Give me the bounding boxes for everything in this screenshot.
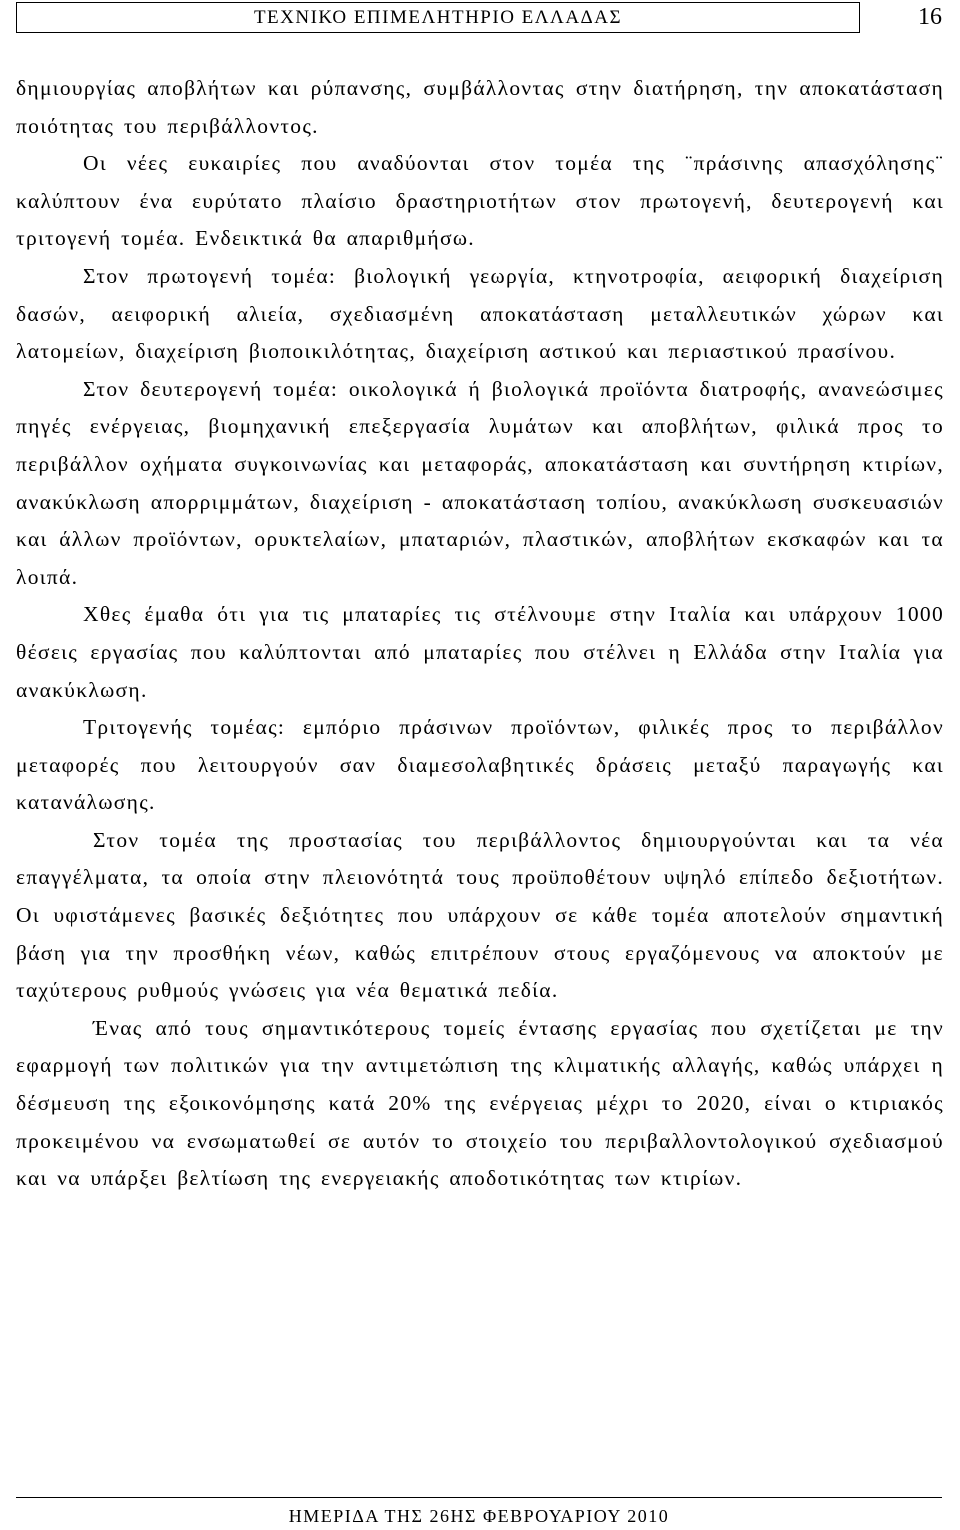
paragraph: δημιουργίας αποβλήτων και ρύπανσης, συμβάλλοντας στην διατήρηση, την αποκατάσταση ποιότητας του περιβάλλοντος. (16, 76, 944, 138)
page-footer (16, 1497, 942, 1529)
page-number: 16 (918, 4, 942, 30)
header-title: ΤΕΧΝΙΚΟ ΕΠΙΜΕΛΗΤΗΡΙΟ ΕΛΛΑΔΑΣ (253, 6, 623, 28)
footer-text: ΗΜΕΡΙΔΑ ΤΗΣ 26ΗΣ ΦΕΒΡΟΥΑΡΙΟΥ 2010 (288, 1506, 670, 1526)
page-header (16, 2, 860, 33)
paragraph: Στον πρωτογενή τομέα: βιολογική γεωργία, κτηνοτροφία, αειφορική διαχείριση δασών, αειφορική αλιεία, σχεδιασμένη αποκατάσταση μεταλλευτικών χώρων και λατομείων, διαχείριση βιοποικιλότητας, διαχείριση αστικού και περιαστικού πρασίνου. (16, 263, 944, 364)
paragraph: Στον τομέα της προστασίας του περιβάλλοντος δημιουργούνται και τα νέα επαγγέλματα, τα οποία στην πλειονότητά τους προϋποθέτουν υψηλό επίπεδο δεξιοτήτων. Οι υφιστάμενες βασικές δεξιότητες που υπάρχουν σε κάθε τομέα αποτελούν σημαντική βάση για την προσθήκη νέων, καθώς επιτρέπουν στους εργαζόμενους να αποκτούν με ταχύτερους ρυθμούς γνώσεις για νέα θεματικά πεδία. (16, 827, 944, 1003)
paragraph: Τριτογενής τομέας: εμπόριο πράσινων προϊόντων, φιλικές προς το περιβάλλον μεταφορές που λειτουργούν σαν διαμεσολαβητικές δράσεις μεταξύ παραγωγής και κατανάλωσης. (16, 715, 944, 815)
paragraph: Χθες έμαθα ότι για τις μπαταρίες τις στέλνουμε στην Ιταλία και υπάρχουν 1000 θέσεις εργασίας που καλύπτονται από μπαταρίες που στέλνει η Ελλάδα στην Ιταλία για ανακύκλωση. (16, 602, 944, 702)
body-text (16, 70, 944, 1198)
paragraph: Στον δευτερογενή τομέα: οικολογικά ή βιολογικά προϊόντα διατροφής, ανανεώσιμες πηγές ενέργειας, βιομηχανική επεξεργασία λυμάτων και αποβλήτων, φιλικά προς το περιβάλλον οχήματα συγκοινωνίας και μεταφοράς, αποκατάσταση και συντήρηση κτιρίων, ανακύκλωση απορριμμάτων, διαχείριση - αποκατάσταση τοπίου, ανακύκλωση συσκευασιών και άλλων προϊόντων, ορυκτελαίων, μπαταριών, πλαστικών, αποβλήτων εκσκαφών και τα λοιπά. (16, 376, 944, 589)
paragraph: Οι νέες ευκαιρίες που αναδύονται στον τομέα της ¨πράσινης απασχόλησης¨ καλύπτουν ένα ευρύτατο πλαίσιο δραστηριοτήτων στον πρωτογενή, δευτερογενή και τριτογενή τομέα. Ενδεικτικά θα απαριθμήσω. (16, 151, 944, 251)
paragraph: Ένας από τους σημαντικότερους τομείς έντασης εργασίας που σχετίζεται με την εφαρμογή των πολιτικών για την αντιμετώπιση της κλιματικής αλλαγής, καθώς υπάρχει η δέσμευση της εξοικονόμησης κατά 20% της ενέργειας μέχρι το 2020, είναι ο κτιριακός προκειμένου να ενσωματωθεί σε αυτόν το στοιχείο του περιβαλλοντολογικού σχεδιασμού και να υπάρξει βελτίωση της ενεργειακής αποδοτικότητας των κτιρίων. (16, 1015, 944, 1191)
